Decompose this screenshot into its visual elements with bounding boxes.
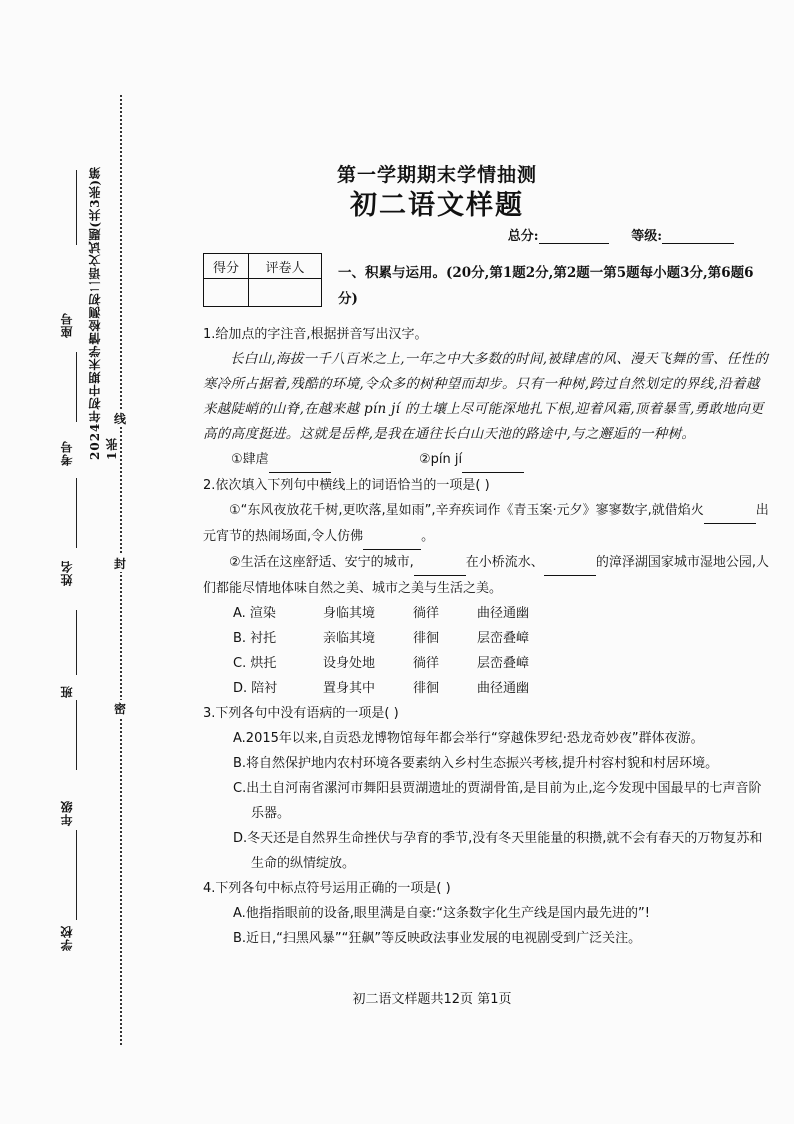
score-header: 得分 [204,254,249,279]
q2-s1-part-a: ①“东风夜放花千树,更吹落,星如雨”,辛弃疾词作《青玉案·元夕》寥寥数字,就借焰火 [229,503,704,518]
q2-b-w4: 层峦叠嶂 [477,631,530,646]
q2-sentence2 [203,550,773,601]
q3-option-a[interactable]: A.2015年以来,自贡恐龙博物馆每年都会举行“穿越侏罗纪·恐龙奇妙夜”群体夜游。 [233,731,704,746]
name-label: 姓名 [60,560,74,586]
q2-s1-part-b: 出元宵节的热闹场面,令人仿佛 [203,503,769,544]
q2-d-w3: 徘徊 [413,681,440,696]
school-underline [76,830,77,920]
total-blank[interactable] [539,243,609,244]
q2-a-w1: A. 渲染 [233,606,276,621]
questions [203,322,773,951]
q2-c-w2: 设身处地 [323,656,376,671]
q2-a-w2: 身临其境 [323,606,376,621]
grade-underline [76,700,77,770]
grade-score-label: 等级: [631,229,662,244]
q2-s2-part-b: 在小桥流水、 [465,555,544,570]
q4-option-b[interactable]: B.近日,“扫黑风暴”“狂飙”等反映政法事业发展的电视剧受到广泛关注。 [233,931,642,946]
grade-label: 年级 [60,800,74,826]
cut-line-label: 线 [114,412,127,426]
class-underline [76,610,77,675]
q4-stem: 4.下列各句中标点符号运用正确的一项是( ) [203,881,451,896]
grader-cell[interactable] [249,279,322,307]
total-label: 总分: [507,229,539,244]
score-line [508,225,734,244]
q2-b-w1: B. 衬托 [233,631,277,646]
seat-label: 座号 [60,312,74,338]
q2-b-w3: 徘徊 [413,631,440,646]
q2-s2-blank2[interactable] [544,550,596,576]
q1-blank2[interactable] [462,447,524,473]
page-footer: 初二语文样题共12页 第1页 [352,992,512,1007]
q3-stem: 3.下列各句中没有语病的一项是( ) [203,706,399,721]
grader-header: 评卷人 [249,254,322,279]
q2-stem: 2.依次填入下列句中横线上的词语恰当的一项是( ) [203,478,490,493]
q3-option-c[interactable]: C.出土自河南省漯河市舞阳县贾湖遗址的贾湖骨笛,是目前为止,迄今发现中国最早的七声音阶乐器。 [233,781,762,821]
class-label: 班 [60,685,74,698]
q2-d-w2: 置身其中 [323,681,376,696]
q2-s1-blank1[interactable] [704,498,756,524]
cut-close-label: 密 [114,702,127,716]
exam-name-vertical: 2024年初中期末学情检测初二语文试题(共3张)第1张 [88,165,119,460]
exam-no-underline [76,352,77,422]
cut-seal-label: 封 [114,557,127,571]
q2-option-d[interactable] [203,676,773,701]
q1-blank1[interactable] [269,447,331,473]
exam-title-line2: 初二语文样题 [350,190,524,221]
q1-stem: 1.给加点的字注音,根据拼音写出汉字。 [203,327,428,342]
q2-c-w3: 徜徉 [413,656,440,671]
q2-option-a[interactable] [203,601,773,626]
q2-option-c[interactable] [203,651,773,676]
q2-s2-part-c: 的漳泽湖国家城市湿地公园,人们都能尽情地体味自然之美、城市之美与生活之美。 [203,555,769,596]
q1-blank1-label: ①肆虐 [231,452,269,467]
q2-s1-blank2[interactable] [363,524,421,550]
school-label: 学校 [60,925,74,951]
q2-a-w3: 徜徉 [413,606,440,621]
q2-d-w1: D. 陪衬 [233,681,278,696]
q1-blanks [203,447,773,473]
q2-c-w4: 层峦叠嶂 [477,656,530,671]
q1-blank2-label: ②pín jí [418,452,463,467]
q2-c-w1: C. 烘托 [233,656,277,671]
exam-title-line1: 第一学期期末学情抽测 [336,164,537,186]
q2-sentence1 [203,498,773,550]
name-underline [76,478,77,548]
q1-passage: 长白山,海拔一千八百米之上,一年之中大多数的时间,被肆虐的风、漫天飞舞的雪、任性的寒冷所占据着,残酷的环境,令众多的树种望而却步。只有一种树,跨过自然划定的界线,沿着越来越陡峭的山脊,在越来越 pín jí 的土壤上尽可能深地扎下根,迎着风霜,顶着暴雪,勇敢地向更高的高度挺进。这就是岳桦,是我在通往长白山天池的路途中,与之邂逅的一种树。 [203,351,769,442]
q2-s2-part-a: ②生活在这座舒适、安宁的城市, [229,555,414,570]
section-heading: 一、积累与运用。(20分,第1题2分,第2题一第5题每小题3分,第6题6分) [338,265,754,307]
q2-option-b[interactable] [203,626,773,651]
q4-option-a[interactable]: A.他指指眼前的设备,眼里满是自豪:“这条数字化生产线是国内最先进的”! [233,906,650,921]
q2-s1-part-c: 。 [421,529,435,544]
q3-option-b[interactable]: B.将自然保护地内农村环境各要素纳入乡村生态振兴考核,提升村容村貌和村居环境。 [233,756,719,771]
exam-no-label: 考号 [60,440,74,466]
q2-d-w4: 曲径通幽 [477,681,530,696]
grade-blank[interactable] [662,243,734,244]
score-cell[interactable] [204,279,249,307]
q3-option-d[interactable]: D.冬天还是自然界生命挫伏与孕育的季节,没有冬天里能量的积攒,就不会有春天的万物复苏和生命的纵情绽放。 [233,831,763,871]
grader-table [203,253,322,307]
q2-b-w2: 亲临其境 [323,631,376,646]
q2-s2-blank1[interactable] [414,550,466,576]
q2-a-w4: 曲径通幽 [477,606,530,621]
